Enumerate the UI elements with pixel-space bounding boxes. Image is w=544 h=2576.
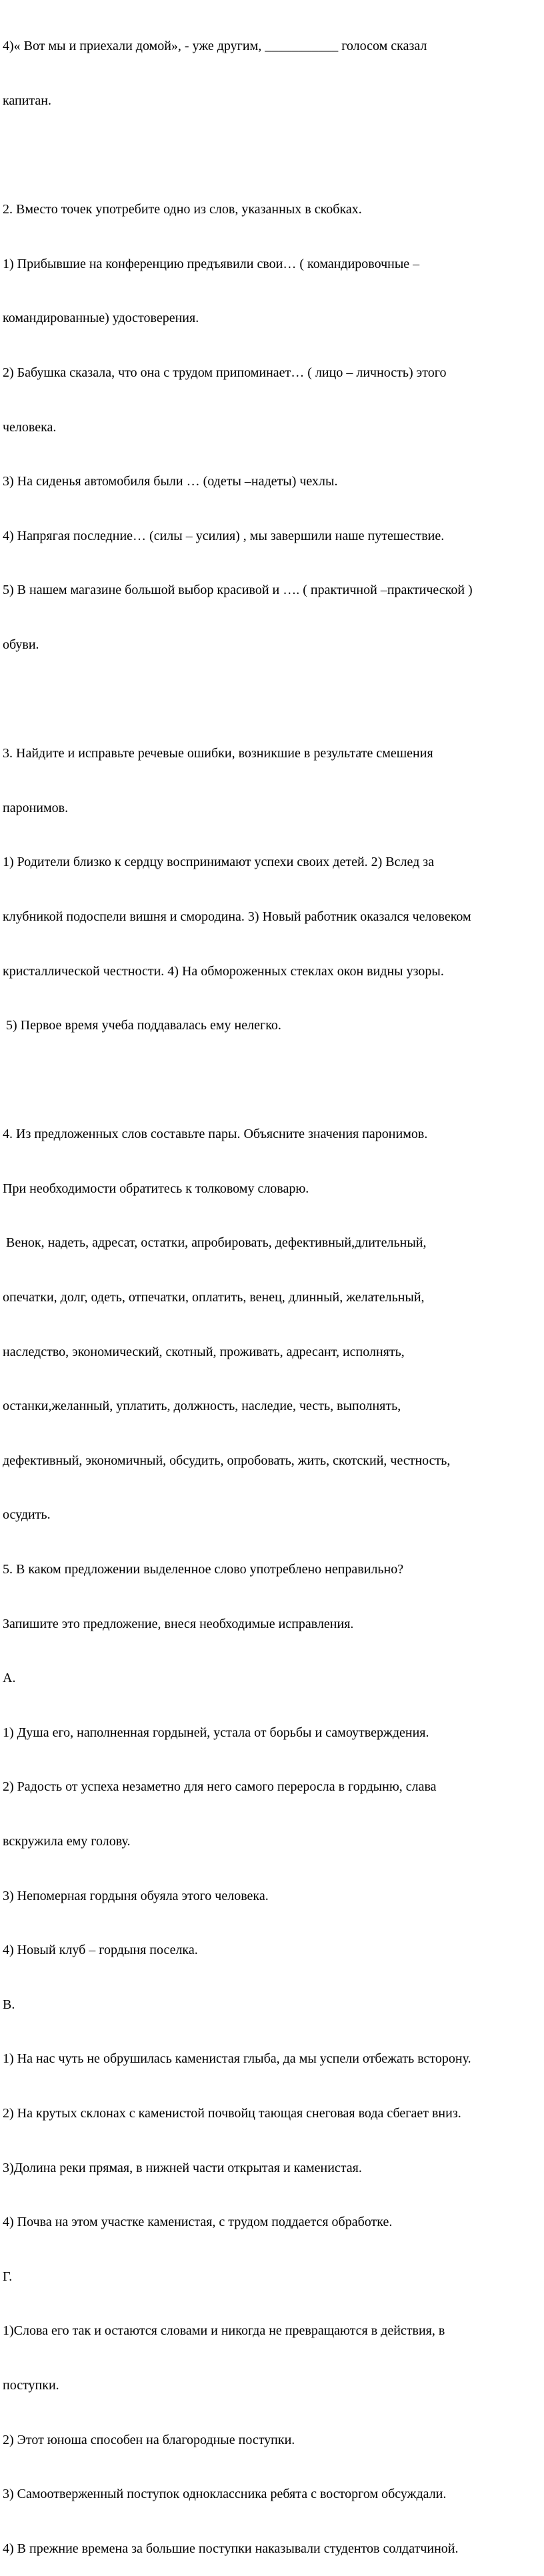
text-line: поступки. [3,2377,59,2393]
group-label: А. [3,1671,16,1686]
section-heading: 4. Из предложенных слов составьте пары. Объясните значения паронимов. [3,1127,428,1142]
text-line: 2) На крутых склонах с каменистой почвойц тающая снеговая вода сбегает вниз. [3,2105,461,2121]
text-line: 5) Первое время учеба поддавалась ему нелегко. [3,1018,281,1033]
text-line: капитан. [3,93,51,108]
text-line: 3) Непомерная гордыня обуяла этого человека. [3,1888,269,1903]
text-line: вскружила ему голову. [3,1834,131,1849]
text-line: 1) На нас чуть не обрушилась каменистая глыба, да мы успели отбежать всторону. [3,2051,471,2067]
text-line: 3) Самоотверженный поступок одноклассника ребята с восторгом обсуждали. [3,2487,447,2502]
text-line: 4) Новый клуб – гордыня поселка. [3,1943,198,1958]
text-line: клубникой подоспели вишня и смородина. 3) Новый работник оказался человеком [3,909,471,924]
text-line: человека. [3,419,57,435]
text-line: паронимов. [3,800,69,815]
text-line: 3)Долина реки прямая, в нижней части открытая и каменистая. [3,2160,362,2175]
blank-line [3,147,543,165]
text-line: дефективный, экономичный, обсудить, опробовать, жить, скотский, честность, [3,1453,451,1468]
text-line: 4) Напрягая последние… (силы – усилия) , мы завершили наше путешествие. [3,528,445,543]
text-line: наследство, экономический, скотный, проживать, адресант, исполнять, [3,1344,405,1359]
text-line: 1) Душа его, наполненная гордыней, устала от борьбы и самоутверждения. [3,1725,429,1740]
text-line: 2) Радость от успеха незаметно для него самого переросла в гордыню, слава [3,1779,437,1795]
text-line: 5) В нашем магазине большой выбор красивой и …. ( практичной –практической ) [3,583,473,598]
group-label: Г. [3,2269,13,2284]
text-line: кристаллической честности. 4) На обмороженных стеклах окон видны узоры. [3,963,444,979]
text-line: 2) Бабушка сказала, что она с трудом припоминает… ( лицо – личность) этого [3,365,447,380]
text-line: 4) Почва на этом участке каменистая, с трудом поддается обработке. [3,2215,393,2230]
text-line: 1) Прибывшие на конференцию предъявили свои… ( командировочные – [3,256,420,271]
text-line: Запишите это предложение, внеся необходимые исправления. [3,1616,354,1631]
text-line: 1)Слова его так и остаются словами и никогда не превращаются в действия, в [3,2323,445,2339]
text-line: 2) Этот юноша способен на благородные поступки. [3,2432,295,2447]
text-line: обуви. [3,637,39,652]
text-line: 3) На сиденья автомобиля были … (одеты –надеты) чехлы. [3,474,338,489]
group-label: В. [3,1997,15,2012]
blank-line [3,1071,543,1089]
text-line: опечатки, долг, одеть, отпечатки, оплатить, венец, длинный, желательный, [3,1290,425,1305]
section-heading: 2. Вместо точек употребите одно из слов, указанных в скобках. [3,202,362,217]
text-line: 4)« Вот мы и приехали домой», - уже другим, ___________ голосом сказал [3,39,427,54]
text-line: останки,желанный, уплатить, должность, наследие, честь, выполнять, [3,1399,401,1414]
text-line: 4) В прежние времена за большие поступки наказывали студентов солдатчиной. [3,2541,459,2556]
text-line: 1) Родители близко к сердцу воспринимают успехи своих детей. 2) Вслед за [3,855,435,870]
document-page [3,1,543,2576]
section-heading: 5. В каком предложении выделенное слово употреблено неправильно? [3,1562,404,1577]
text-line: Венок, надеть, адресат, остатки, апробировать, дефективный,длительный, [3,1235,427,1251]
text-line: осудить. [3,1507,51,1523]
blank-line [3,691,543,709]
text-line: При необходимости обратитесь к толковому словарю. [3,1181,309,1196]
text-line: командированные) удостоверения. [3,311,199,326]
section-heading: 3. Найдите и исправьте речевые ошибки, возникшие в результате смешения [3,746,433,761]
